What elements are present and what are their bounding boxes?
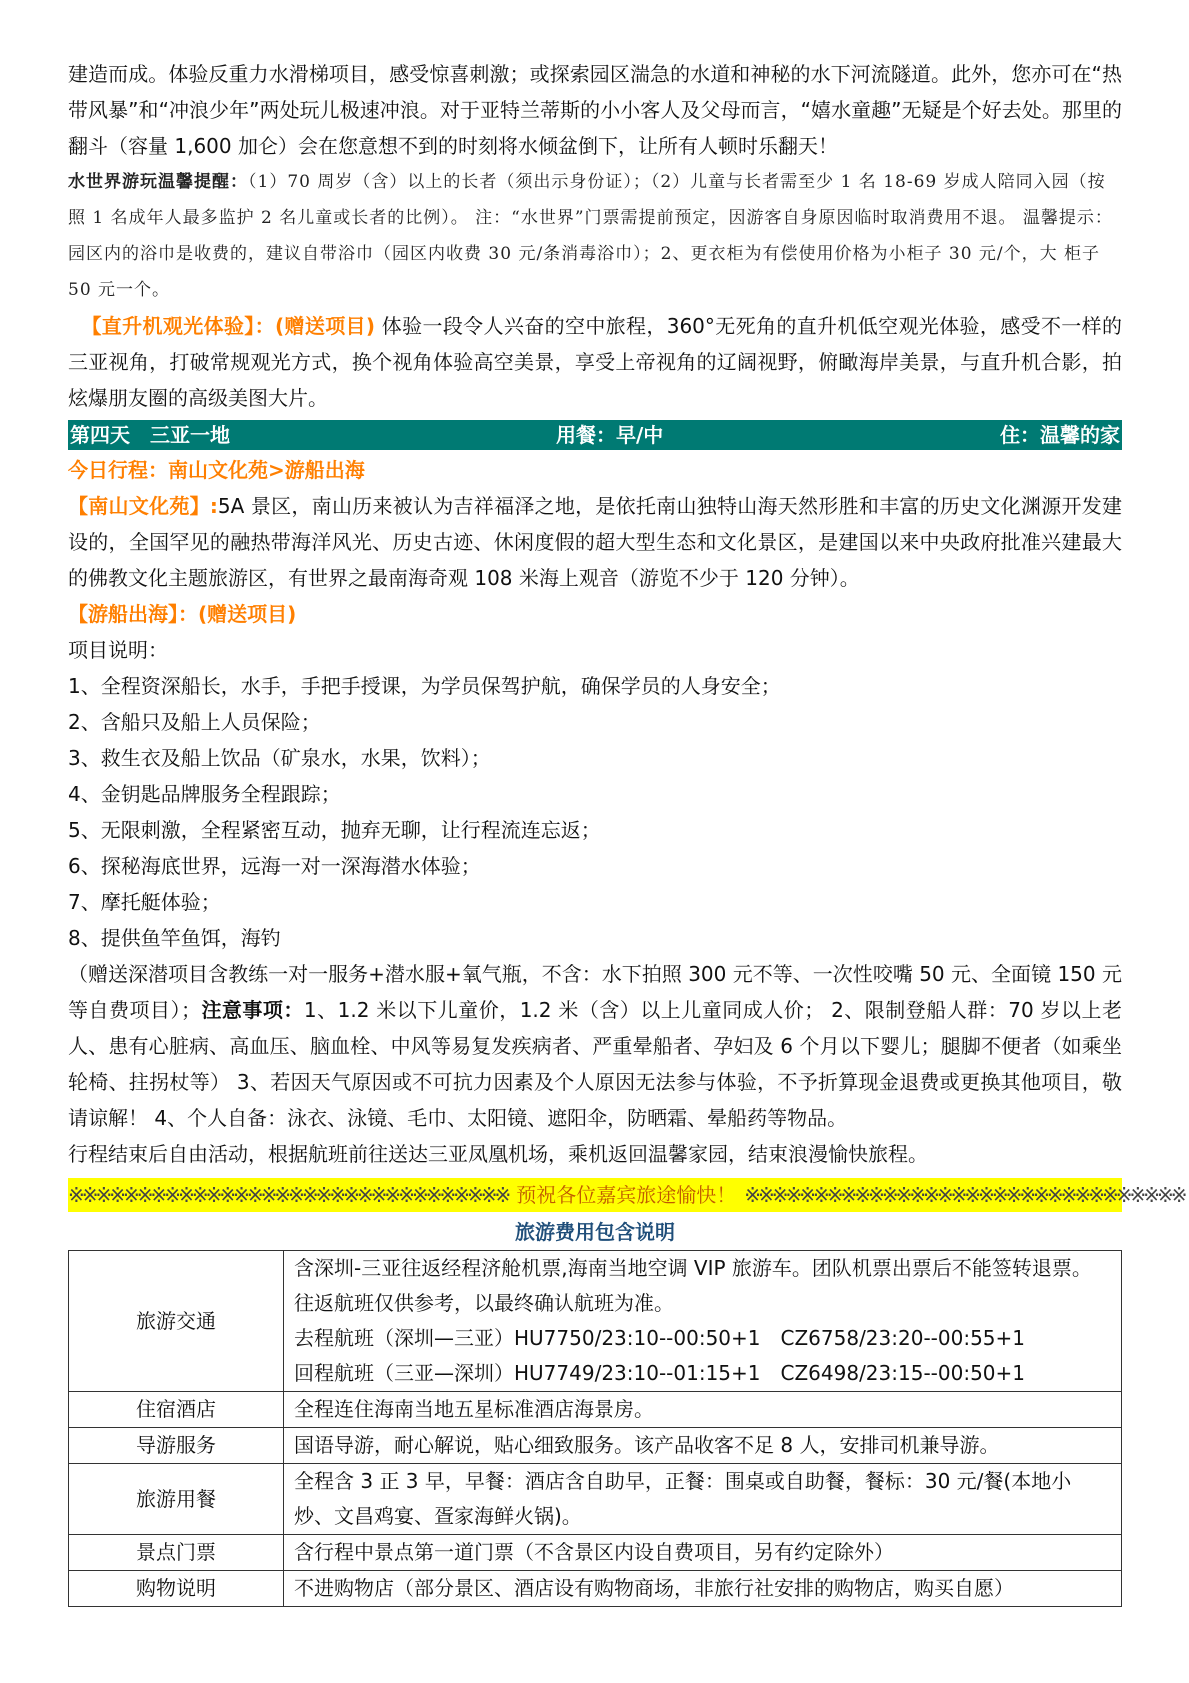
fee-table-caption: 旅游费用包含说明 <box>515 1220 675 1244</box>
list-item: 6、探秘海底世界，远海一对一深海潜水体验； <box>68 854 481 878</box>
table-row <box>69 1251 1122 1392</box>
nanshan-label: 【南山文化苑】: <box>68 494 218 518</box>
itinerary-page <box>68 56 1185 1607</box>
day4-itinerary: 今日行程：南山文化苑>游船出海 <box>68 458 365 482</box>
fee-value-shopping: 不进购物店（部分景区、酒店设有购物商场，非旅行社安排的购物店，购买自愿） <box>284 1571 1122 1607</box>
table-row <box>69 1464 1122 1535</box>
fee-key-tickets: 景点门票 <box>69 1535 284 1571</box>
list-item: 3、救生衣及船上饮品（矿泉水，水果，饮料）； <box>68 746 491 770</box>
day4-header <box>68 420 1122 450</box>
waterpark-tips-text: （1）70 周岁（含）以上的长者（须出示身份证）；（2）儿童与长者需至少 1 名 18-69 岁成人陪同入园（按照 1 名成年人最多监护 2 名儿童或长者的比例）。 注：“水世界”门票需提前预定，因游客自身原因临时取消费用不退。 温馨提示：园区内的浴巾是收费的，建议自带浴巾（园区内收费 30 元/条消毒浴巾）；2、更衣柜为有偿使用价格为小柜子 30 元/个，大 柜子 50 元一个。 <box>68 172 1113 300</box>
cruise-notes-pre: （赠送深潜项目含教练一对一服务+潜水服+氧气瓶，不含：水下拍照 300 元不等、一次性咬嘴 50 元、全面镜 150 元等自费项目）； <box>68 962 1122 1022</box>
day4-ending: 行程结束后自由活动，根据航班前往送达三亚凤凰机场，乘机返回温馨家园，结束浪漫愉快旅程。 <box>68 1142 928 1166</box>
fee-key-guide: 导游服务 <box>69 1428 284 1464</box>
day4-title: 第四天 三亚一地 <box>70 423 230 447</box>
nanshan-section <box>68 488 1122 596</box>
transport-line-1: 含深圳-三亚往返经程济舱机票,海南当地空调 VIP 旅游车。团队机票出票后不能签转退票。 <box>294 1256 1092 1280</box>
transport-line-3: 去程航班（深圳—三亚）HU7750/23:10--00:50+1 CZ6758/23:20--00:55+1 <box>294 1326 1025 1350</box>
fee-table <box>68 1250 1122 1607</box>
banner-message: 预祝各位嘉宾旅途愉快！ <box>516 1183 737 1207</box>
fee-value-tickets: 含行程中景点第一道门票（不含景区内设自费项目，另有约定除外） <box>284 1535 1122 1571</box>
cruise-notes-text: 1、1.2 米以下儿童价，1.2 米（含）以上儿童同成人价； 2、限制登船人群：70 岁以上老人、患有心脏病、高血压、脑血栓、中风等易复发疾病者、严重晕船者、孕妇及 6 个月以下婴儿；腿脚不便者（如乘坐轮椅、拄拐杖等） 3、若因天气原因或不可抗力因素及个人原因无法参与体验，不予折算现金退费或更换其他项目，敬请谅解！ 4、个人自备：泳衣、泳镜、毛巾、太阳镜、遮阳伞，防晒霜、晕船药等物品。 <box>68 998 1123 1130</box>
list-item: 8、提供鱼竿鱼饵，海钓 <box>68 926 281 950</box>
fee-key-transport: 旅游交通 <box>69 1251 284 1392</box>
helicopter-section <box>68 308 1122 416</box>
helicopter-text: 体验一段令人兴奋的空中旅程，360°无死角的直升机低空观光体验，感受不一样的三亚视角，打破常规观光方式，换个视角体验高空美景，享受上帝视角的辽阔视野，俯瞰海岸美景，与直升机合影，拍炫爆朋友圈的高级美图大片。 <box>68 314 1123 410</box>
fee-value-guide: 国语导游，耐心解说，贴心细致服务。该产品收客不足 8 人，安排司机兼导游。 <box>284 1428 1122 1464</box>
cruise-notes <box>68 956 1122 1136</box>
fee-key-meals: 旅游用餐 <box>69 1464 284 1535</box>
list-item: 4、金钥匙品牌服务全程跟踪； <box>68 782 341 806</box>
waterpark-tips <box>68 164 1122 308</box>
list-item: 2、含船只及船上人员保险； <box>68 710 321 734</box>
list-item: 1、全程资深船长，水手，手把手授课，为学员保驾护航，确保学员的人身安全； <box>68 674 781 698</box>
table-row <box>69 1535 1122 1571</box>
nanshan-text: 5A 景区，南山历来被认为吉祥福泽之地，是依托南山独特山海天然形胜和丰富的历史文化渊源开发建设的，全国罕见的融热带海洋风光、历史古迹、休闲度假的超大型生态和文化景区，是建国以来中央政府批准兴建最大的佛教文化主题旅游区，有世界之最南海奇观 108 米海上观音（游览不少于 120 分钟）。 <box>68 494 1123 590</box>
day4-meals: 用餐：早/中 <box>556 423 664 447</box>
fee-key-hotel: 住宿酒店 <box>69 1392 284 1428</box>
list-item: 5、无限刺激，全程紧密互动，抛弃无聊，让行程流连忘返； <box>68 818 601 842</box>
transport-line-4: 回程航班（三亚—深圳）HU7749/23:10--01:15+1 CZ6498/23:15--00:50+1 <box>294 1361 1025 1385</box>
fee-value-meals: 全程含 3 正 3 早，早餐：酒店含自助早，正餐：围桌或自助餐，餐标：30 元/餐(本地小炒、文昌鸡宴、疍家海鲜火锅)。 <box>284 1464 1122 1535</box>
farewell-banner <box>68 1178 1185 1212</box>
list-item: 7、摩托艇体验； <box>68 890 221 914</box>
banner-stars-right: ※※※※※※※※※※※※※※※※※※※※※※※※※※※※※※※※ <box>744 1183 1185 1207</box>
transport-line-2: 往返航班仅供参考，以最终确认航班为准。 <box>294 1291 674 1315</box>
fee-key-shopping: 购物说明 <box>69 1571 284 1607</box>
fee-value-transport <box>284 1251 1122 1392</box>
table-row <box>69 1428 1122 1464</box>
project-title: 项目说明： <box>68 638 168 662</box>
waterpark-tips-label: 水世界游玩温馨提醒： <box>68 172 248 192</box>
day4-stay: 住：温馨的家 <box>1000 423 1120 447</box>
cruise-notes-label: 注意事项： <box>200 998 304 1022</box>
banner-stars-left: ※※※※※※※※※※※※※※※※※※※※※※※※※※※※※※※※ <box>68 1183 509 1207</box>
waterpark-description: 建造而成。体验反重力水滑梯项目，感受惊喜刺激；或探索园区湍急的水道和神秘的水下河流隧道。此外，您亦可在“热带风暴”和“冲浪少年”两处玩儿极速冲浪。对于亚特兰蒂斯的小小客人及父母而言，“嬉水童趣”无疑是个好去处。那里的翻斗（容量 1,600 加仑）会在您意想不到的时刻将水倾盆倒下，让所有人顿时乐翻天！ <box>68 62 1122 158</box>
cruise-label: 【游船出海】：(赠送项目) <box>68 602 297 626</box>
helicopter-label: 【直升机观光体验】：(赠送项目) <box>81 314 376 338</box>
fee-value-hotel: 全程连住海南当地五星标准酒店海景房。 <box>284 1392 1122 1428</box>
table-row <box>69 1392 1122 1428</box>
project-list <box>68 668 1122 956</box>
table-row <box>69 1571 1122 1607</box>
